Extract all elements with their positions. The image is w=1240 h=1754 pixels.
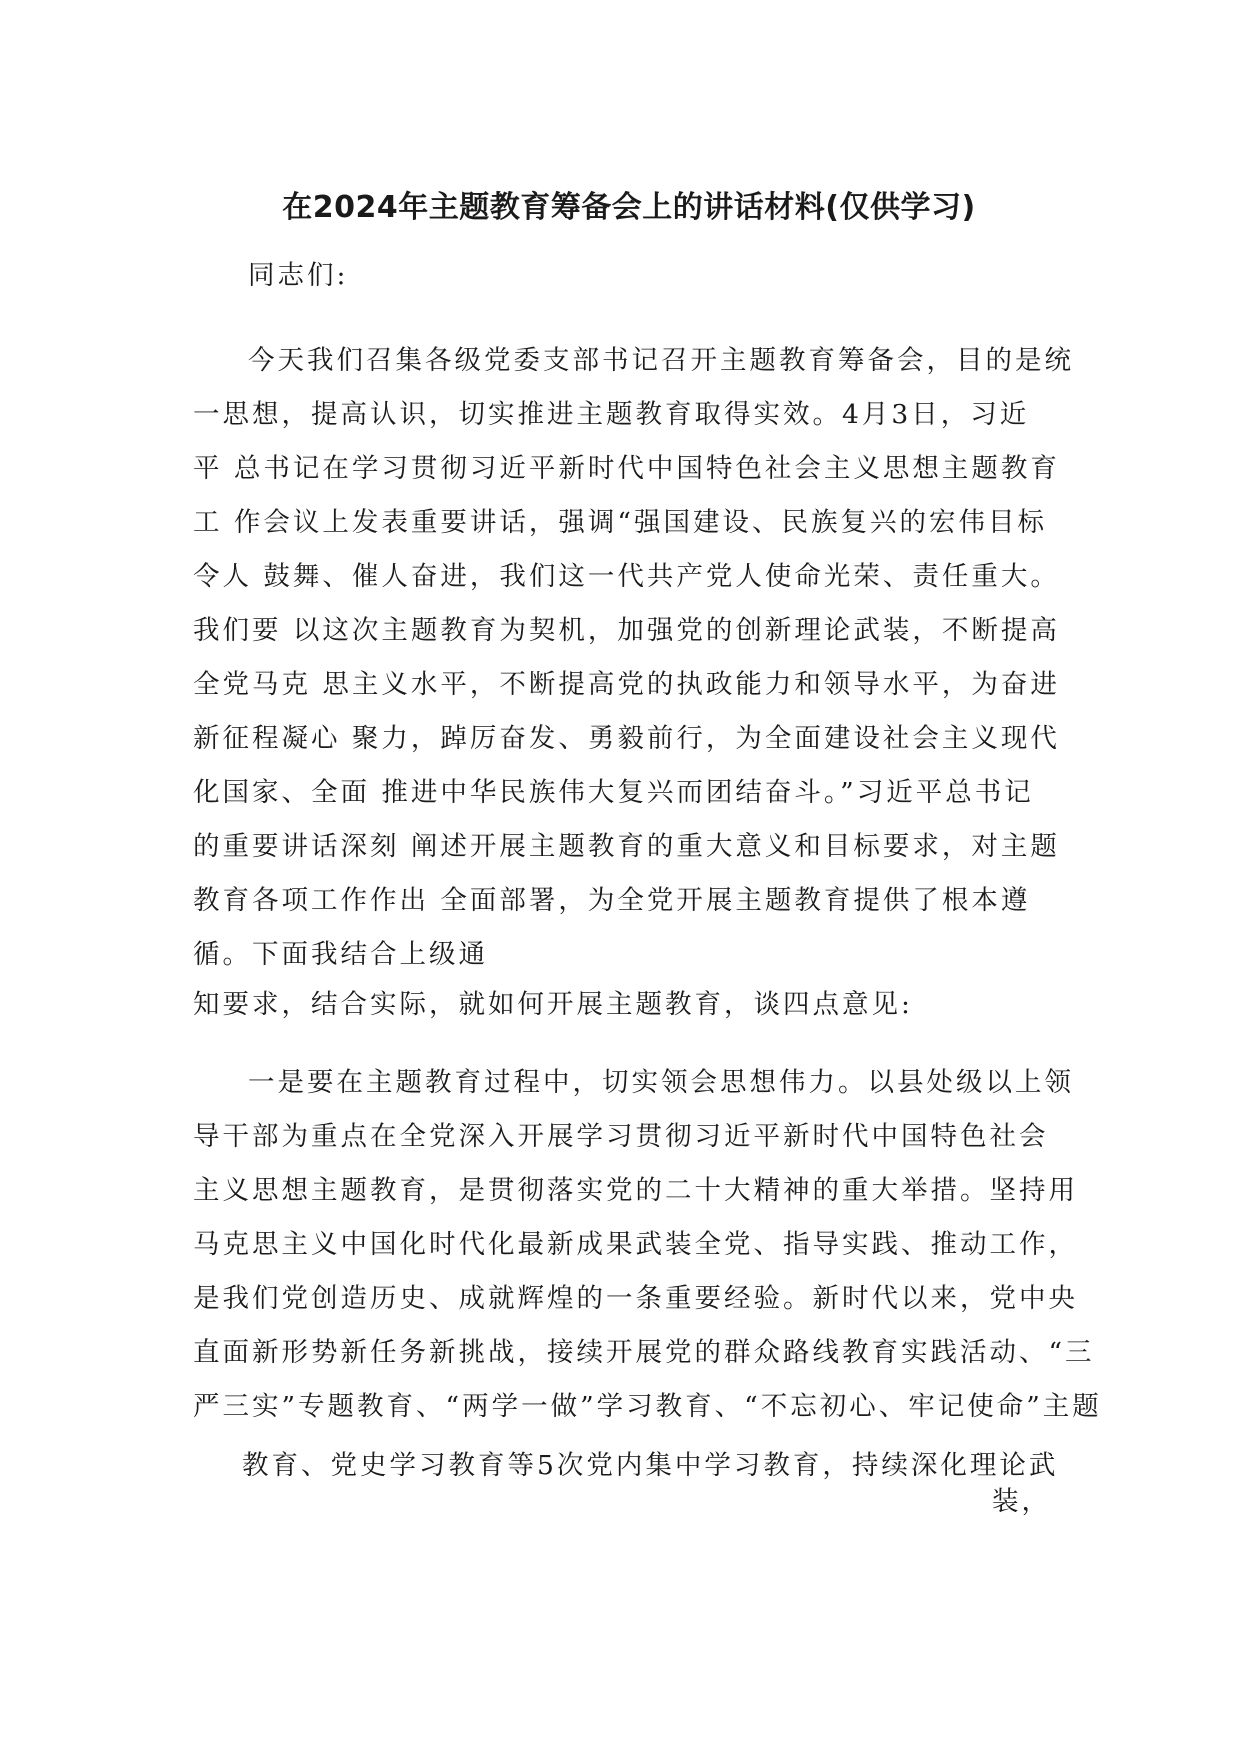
body-line: 导干部为重点在全党深入开展学习贯彻习近平新时代中国特色社会	[193, 1121, 1049, 1152]
body-line: 教育各项工作作出 全面部署，为全党开展主题教育提供了根本遵	[193, 885, 1031, 916]
body-line: 循。下面我结合上级通	[193, 939, 488, 970]
body-line: 令人 鼓舞、催人奋进，我们这一代共产党人使命光荣、责任重大。	[193, 561, 1060, 592]
body-line: 的重要讲话深刻 阐述开展主题教育的重大意义和目标要求，对主题	[193, 831, 1060, 862]
body-line: 马克思主义中国化时代化最新成果武装全党、指导实践、推动工作，	[193, 1229, 1078, 1260]
body-line: 我们要 以这次主题教育为契机，加强党的创新理论武装，不断提高	[193, 615, 1060, 646]
body-line: 知要求，结合实际，就如何开展主题教育，谈四点意见:	[193, 989, 913, 1020]
document-title: 在2024年主题教育筹备会上的讲话材料(仅供学习)	[282, 190, 976, 225]
body-line: 装，	[992, 1486, 1051, 1517]
body-line: 今天我们召集各级党委支部书记召开主题教育筹备会，目的是统	[248, 345, 1074, 376]
body-line: 主义思想主题教育，是贯彻落实党的二十大精神的重大举措。坚持用	[193, 1175, 1078, 1206]
body-line: 教育、党史学习教育等5次党内集中学习教育，持续深化理论武	[242, 1450, 1059, 1481]
body-line: 工 作会议上发表重要讲话，强调“强国建设、民族复兴的宏伟目标	[193, 507, 1047, 538]
body-line: 一是要在主题教育过程中，切实领会思想伟力。以县处级以上领	[248, 1067, 1074, 1098]
body-line: 新征程凝心 聚力，踔厉奋发、勇毅前行，为全面建设社会主义现代	[193, 723, 1060, 754]
body-line: 全党马克 思主义水平，不断提高党的执政能力和领导水平，为奋进	[193, 669, 1060, 700]
body-line: 严三实”专题教育、“两学一做”学习教育、“不忘初心、牢记使命”主题	[193, 1391, 1102, 1422]
body-line: 化国家、全面 推进中华民族伟大复兴而团结奋斗。”习近平总书记	[193, 777, 1034, 808]
body-line: 平 总书记在学习贯彻习近平新时代中国特色社会主义思想主题教育	[193, 453, 1060, 484]
body-line: 是我们党创造历史、成就辉煌的一条重要经验。新时代以来，党中央	[193, 1283, 1078, 1314]
salutation: 同志们:	[248, 260, 349, 291]
body-line: 一思想，提高认识，切实推进主题教育取得实效。4月3日，习近	[193, 399, 1030, 430]
body-line: 直面新形势新任务新挑战，接续开展党的群众路线教育实践活动、“三	[193, 1337, 1095, 1368]
